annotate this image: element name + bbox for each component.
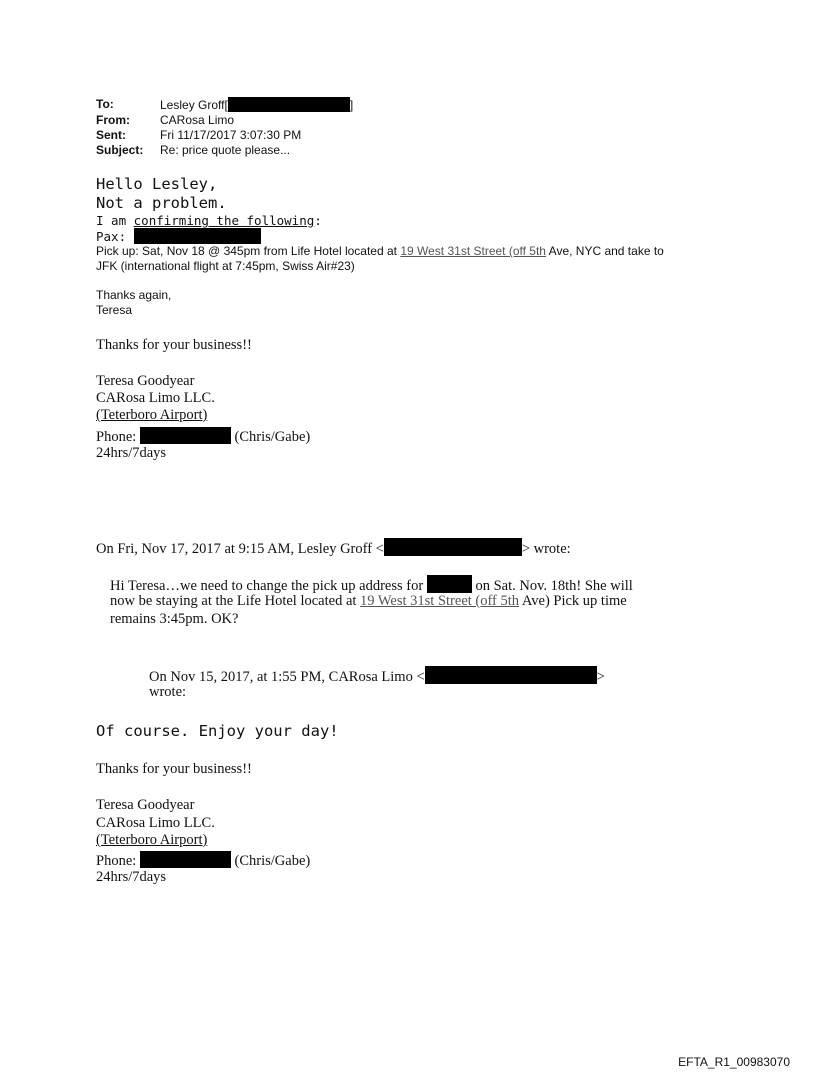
signature-name-2: Teresa Goodyear <box>96 797 195 813</box>
subject-row <box>96 143 353 158</box>
to-row <box>96 97 353 113</box>
pax-line: Pax: <box>96 228 261 244</box>
redaction-box <box>134 228 261 244</box>
sent-value: Fri 11/17/2017 3:07:30 PM <box>160 128 302 142</box>
redaction-box <box>140 851 231 868</box>
signoff-name: Teresa <box>96 303 133 317</box>
business-thanks: Thanks for your business!! <box>96 337 252 353</box>
sent-label: Sent: <box>96 128 126 142</box>
quote1-line-1: Hi Teresa…we need to change the pick up address for on Sat. Nov. 18th! She will <box>110 575 633 595</box>
address-link[interactable]: 19 West 31st Street (off 5th <box>400 244 546 258</box>
from-label: From: <box>96 113 130 127</box>
quote1-line-3: remains 3:45pm. OK? <box>110 611 239 627</box>
quote2-message: Of course. Enjoy your day! <box>96 722 339 740</box>
signature-name: Teresa Goodyear <box>96 373 195 389</box>
thanks-again: Thanks again, <box>96 288 172 302</box>
from-value: CARosa Limo <box>160 113 235 127</box>
document-id: EFTA_R1_00983070 <box>678 1055 790 1069</box>
sent-row <box>96 128 353 143</box>
signature-location-2: (Teterboro Airport) <box>96 832 208 848</box>
signature-hours-2: 24hrs/7days <box>96 869 167 885</box>
subject-value: Re: price quote please... <box>160 143 291 157</box>
redaction-box <box>228 97 350 112</box>
quote2-intro: On Nov 15, 2017, at 1:55 PM, CARosa Limo < > <box>149 666 605 686</box>
signature-location: (Teterboro Airport) <box>96 407 208 423</box>
redaction-box <box>427 575 472 593</box>
redaction-box <box>425 666 597 684</box>
address-link[interactable]: 19 West 31st Street (off 5th <box>360 593 520 609</box>
signature-company-2: CARosa Limo LLC. <box>96 815 215 831</box>
to-label: To: <box>96 97 114 111</box>
signature-company: CARosa Limo LLC. <box>96 390 215 406</box>
redaction-box <box>140 427 231 444</box>
to-value: Lesley Groff[ ] <box>160 98 354 112</box>
reply-line-2: Not a problem. <box>96 194 227 212</box>
email-header <box>96 97 353 158</box>
pickup-line-2: JFK (international flight at 7:45pm, Swiss Air#23) <box>96 259 355 273</box>
signature-phone-2: Phone: (Chris/Gabe) <box>96 853 311 869</box>
greeting: Hello Lesley, <box>96 175 218 193</box>
quote1-line-2: now be staying at the Life Hotel located at 19 West 31st Street (off 5th Ave) Pick up time <box>110 593 627 609</box>
signature-hours: 24hrs/7days <box>96 445 167 461</box>
quote1-intro: On Fri, Nov 17, 2017 at 9:15 AM, Lesley Groff < > wrote: <box>96 538 571 558</box>
subject-label: Subject: <box>96 143 144 157</box>
from-row <box>96 113 353 128</box>
pickup-line: Pick up: Sat, Nov 18 @ 345pm from Life Hotel located at 19 West 31st Street (off 5th Ave, NYC and take to <box>96 244 664 258</box>
confirm-line: I am confirming the following: <box>96 213 322 228</box>
quote2-intro-2: wrote: <box>149 684 187 700</box>
signature-phone: Phone: (Chris/Gabe) <box>96 429 311 445</box>
business-thanks-2: Thanks for your business!! <box>96 761 252 777</box>
redaction-box <box>384 538 522 556</box>
